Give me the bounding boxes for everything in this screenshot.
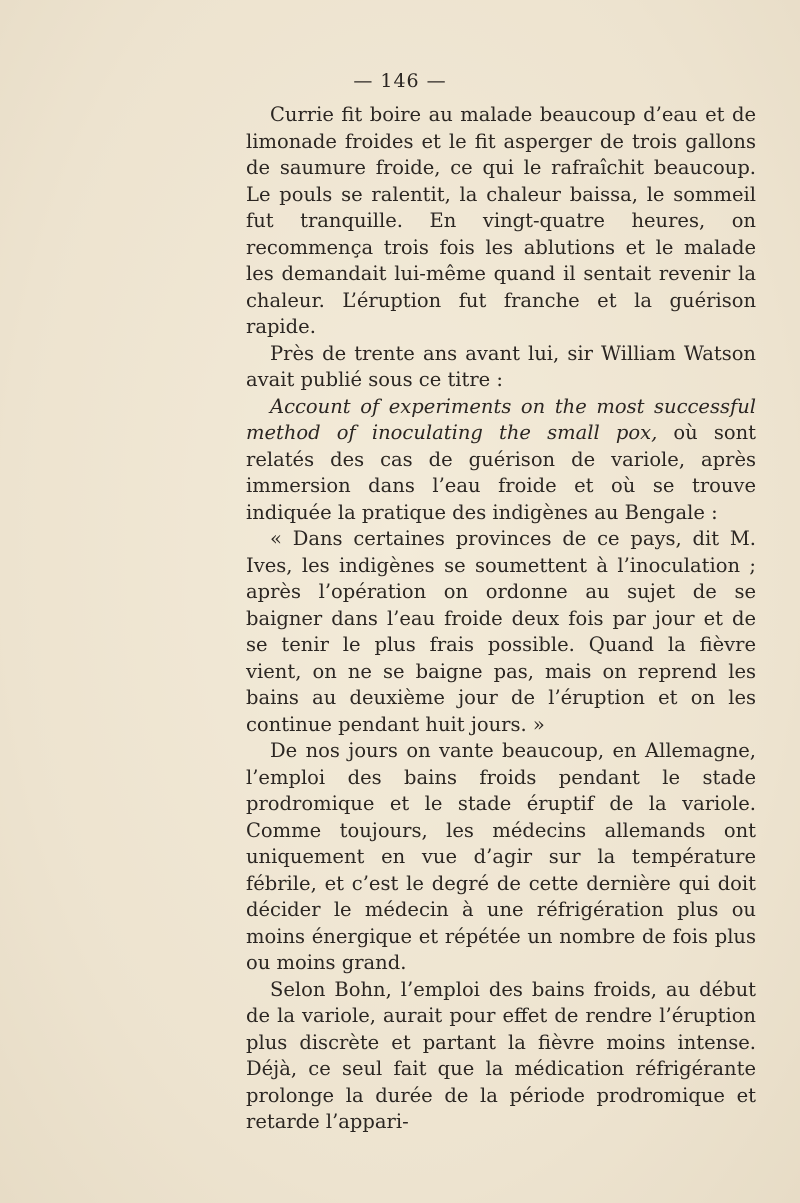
paragraph: Selon Bohn, l’emploi des bains froids, au début de la variole, aurait pour effet de rendre l’éruption plus discrète et partant la fièvre moins intense. Déjà, ce seul fait que la médication réfrigérante prolonge la durée de la période prodromique et retarde l’appari- [246, 977, 756, 1133]
work-title: Account of experiments on the most successful method of inoculating the small pox, [246, 394, 756, 444]
paragraph: Près de trente ans avant lui, sir William Watson avait publié sous ce titre : [246, 341, 756, 391]
paragraph-quote: « Dans certaines provinces de ce pays, dit M. Ives, les indigènes se soumettent à l’inoculation ; après l’opération on ordonne au sujet de se baigner dans l’eau froide deux fois par jour et de se tenir le plus frais possible. Quand la fièvre vient, on ne se baigne pas, mais on reprend les bains au deuxième jour de l’éruption et on les continue pendant huit jours. » [246, 527, 756, 736]
title-continuation: où sont relatés des cas de guérison de variole, après immersion dans l’eau froide et où se trouve indiquée la pratique des indigènes au Bengale : [246, 421, 756, 524]
page-number: — 146 — [353, 70, 447, 92]
body-text [246, 102, 756, 1136]
paragraph: Currie fit boire au malade beaucoup d’eau et de limonade froides et le fit asperger de trois gallons de saumure froide, ce qui le rafraîchit beaucoup. Le pouls se ralentit, la chaleur baissa, le sommeil fut tranquille. En vingt-quatre heures, on recommença trois fois les ablutions et le malade les demandait lui-même quand il sentait revenir la chaleur. L’éruption fut franche et la guérison rapide. [246, 103, 756, 338]
paragraph-title-citation [246, 394, 756, 527]
paragraph: De nos jours on vante beaucoup, en Allemagne, l’emploi des bains froids pendant le stade prodromique et le stade éruptif de la variole. Comme toujours, les médecins allemands ont uniquement en vue d’agir sur la température fébrile, et c’est le degré de cette dernière qui doit décider le médecin à une réfrigération plus ou moins énergique et répétée un nombre de fois plus ou moins grand. [246, 739, 756, 974]
